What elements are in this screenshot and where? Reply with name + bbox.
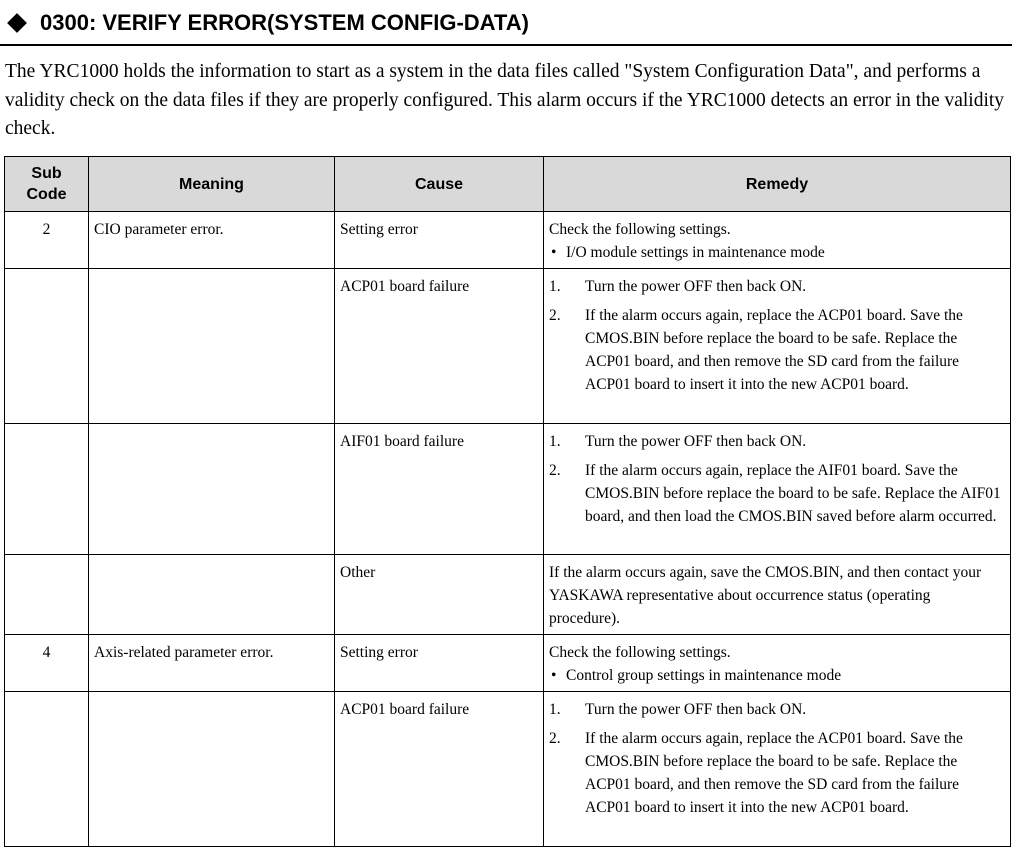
bullet-dot-icon: • [551,667,557,684]
step-number: 2. [549,307,561,324]
sub-code-cell: 4 [5,635,89,692]
cause-cell: Other [335,555,544,635]
remedy-bullet-item [549,664,1005,687]
step-text: Turn the power OFF then back ON. [585,433,807,450]
remedy-step [549,275,1005,298]
step-text: If the alarm occurs again, replace the ACP01 board. Save the CMOS.BIN before replace the board to be safe. Replace the ACP01 board, and then remove the SD card from the failure ACP01 board to insert it into the new ACP01 board. [585,307,963,393]
step-text: If the alarm occurs again, replace the AIF01 board. Save the CMOS.BIN before replace the board to be safe. Replace the AIF01 board, and then load the CMOS.BIN saved before alarm occurred. [585,462,1001,525]
step-number: 1. [549,701,561,718]
table-row [5,269,1011,424]
remedy-step [549,304,1005,396]
cause-cell: Setting error [335,212,544,269]
table-row [5,692,1011,847]
step-number: 1. [549,433,561,450]
cause-cell: ACP01 board failure [335,269,544,424]
step-text: If the alarm occurs again, replace the ACP01 board. Save the CMOS.BIN before replace the board to be safe. Replace the ACP01 board, and then remove the SD card from the failure ACP01 board to insert it into the new ACP01 board. [585,730,963,816]
remedy-cell [544,424,1011,555]
meaning-cell [89,692,335,847]
step-number: 2. [549,730,561,747]
remedy-steps [549,698,1005,819]
intro-paragraph [5,58,1010,144]
cause-cell: ACP01 board failure [335,692,544,847]
sub-code-cell [5,424,89,555]
remedy-step [549,727,1005,819]
remedy-bullet-item [549,241,1005,264]
table-row [5,424,1011,555]
remedy-step [549,459,1005,528]
section-title: 0300: VERIFY ERROR(SYSTEM CONFIG-DATA) [40,10,529,35]
remedy-cell [544,555,1011,635]
alarm-table [4,156,1011,847]
remedy-steps [549,430,1005,528]
sub-code-cell [5,692,89,847]
remedy-bullet-text: I/O module settings in maintenance mode [566,244,825,261]
meaning-cell [89,269,335,424]
remedy-cell [544,212,1011,269]
meaning-cell [89,555,335,635]
remedy-cell [544,635,1011,692]
remedy-cell [544,692,1011,847]
sub-code-cell [5,269,89,424]
header-sub-code-line2: Code [26,186,67,203]
step-number: 1. [549,278,561,295]
intro-text: The YRC1000 holds the information to start as a system in the data files called "System Configuration Data", and performs a validity check on the data files if they are properly configured. This alarm occurs if the YRC1000 detects an error in the validity check. [5,61,1005,139]
remedy-bullet-text: Control group settings in maintenance mode [566,667,842,684]
meaning-cell: CIO parameter error. [89,212,335,269]
remedy-steps [549,275,1005,396]
meaning-cell [89,424,335,555]
remedy-text: Check the following settings. [549,221,731,238]
remedy-text: If the alarm occurs again, save the CMOS.BIN, and then contact your YASKAWA representative about occurrence status (operating procedure). [549,564,982,627]
step-text: Turn the power OFF then back ON. [585,701,807,718]
table-header-row [5,157,1011,212]
step-text: Turn the power OFF then back ON. [585,278,807,295]
bullet-dot-icon: • [551,244,557,261]
header-cause: Cause [335,157,544,212]
diamond-bullet-icon [7,13,27,33]
table-row [5,212,1011,269]
header-meaning: Meaning [89,157,335,212]
step-number: 2. [549,462,561,479]
sub-code-cell: 2 [5,212,89,269]
header-sub-code [5,157,89,212]
header-sub-code-line1: Sub [31,165,62,182]
cause-cell: Setting error [335,635,544,692]
remedy-step [549,698,1005,721]
section-header [0,6,1012,46]
header-remedy: Remedy [544,157,1011,212]
table-row [5,635,1011,692]
remedy-step [549,430,1005,453]
table-row [5,555,1011,635]
remedy-cell [544,269,1011,424]
cause-cell: AIF01 board failure [335,424,544,555]
remedy-text: Check the following settings. [549,644,731,661]
sub-code-cell [5,555,89,635]
meaning-cell: Axis-related parameter error. [89,635,335,692]
